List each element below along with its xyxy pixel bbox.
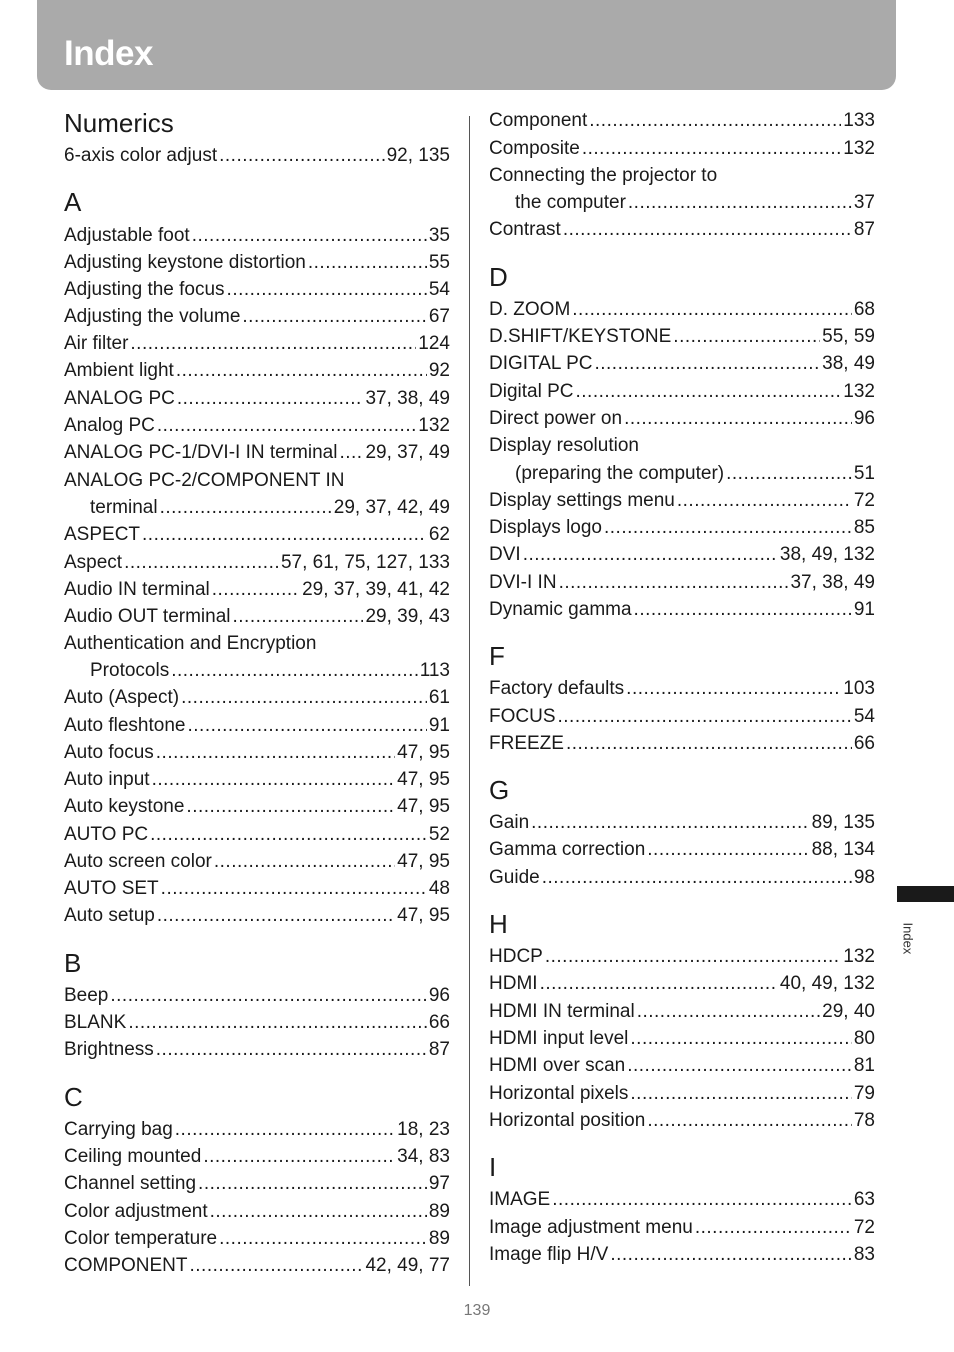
side-tab-marker xyxy=(897,886,954,902)
index-term: BLANK xyxy=(64,1012,127,1033)
index-entry xyxy=(489,135,875,162)
index-term: HDCP xyxy=(489,946,543,967)
dot-leader xyxy=(630,1025,851,1052)
index-entry xyxy=(489,569,875,596)
dot-leader xyxy=(558,703,852,730)
dot-leader xyxy=(634,596,852,623)
index-term: DVI xyxy=(489,544,521,565)
page-refs: 85 xyxy=(853,517,875,538)
index-entry xyxy=(64,1143,450,1170)
page-refs: 29, 37, 49 xyxy=(365,442,450,463)
page-refs: 48 xyxy=(428,878,450,899)
index-term: Color adjustment xyxy=(64,1201,208,1222)
index-entry xyxy=(489,107,875,134)
dot-leader xyxy=(677,487,852,514)
index-term: ANALOG PC xyxy=(64,388,175,409)
dot-leader xyxy=(339,439,363,466)
index-term: Dynamic gamma xyxy=(489,599,632,620)
index-term: D. ZOOM xyxy=(489,299,571,320)
index-term: HDMI xyxy=(489,973,538,994)
index-entry xyxy=(64,657,450,684)
page-refs: 47, 95 xyxy=(397,905,450,926)
index-term: Digital PC xyxy=(489,381,574,402)
index-entry xyxy=(64,303,450,330)
section-heading: I xyxy=(489,1152,497,1182)
page-refs: 132 xyxy=(843,138,875,159)
dot-leader xyxy=(545,943,841,970)
index-term: D.SHIFT/KEYSTONE xyxy=(489,326,672,347)
column-divider xyxy=(469,116,470,1286)
dot-leader xyxy=(186,793,395,820)
page-refs: 47, 95 xyxy=(397,769,450,790)
index-entry xyxy=(489,809,875,836)
index-term: Auto screen color xyxy=(64,851,212,872)
page-refs: 87 xyxy=(428,1039,450,1060)
index-term: Composite xyxy=(489,138,580,159)
index-term: Gain xyxy=(489,812,530,833)
index-entry xyxy=(64,875,450,902)
index-entry xyxy=(489,378,875,405)
index-term: Audio IN terminal xyxy=(64,579,210,600)
section-heading: D xyxy=(489,262,508,292)
index-term: terminal xyxy=(90,497,158,518)
index-entry xyxy=(64,630,450,657)
page-refs: 97 xyxy=(428,1173,450,1194)
page-refs: 37, 38, 49 xyxy=(365,388,450,409)
page-refs: 92 xyxy=(428,360,450,381)
page-refs: 91 xyxy=(853,599,875,620)
page-refs: 51 xyxy=(853,463,875,484)
page-refs: 54 xyxy=(853,706,875,727)
page-refs: 81 xyxy=(853,1055,875,1076)
dot-leader xyxy=(308,249,427,276)
dot-leader xyxy=(540,970,778,997)
page-refs: 72 xyxy=(853,490,875,511)
index-term: Horizontal pixels xyxy=(489,1083,629,1104)
dot-leader xyxy=(110,982,426,1009)
dot-leader xyxy=(161,875,427,902)
index-term: Adjustable foot xyxy=(64,225,190,246)
page-refs: 132 xyxy=(843,946,875,967)
dot-leader xyxy=(594,350,820,377)
dot-leader xyxy=(175,1116,395,1143)
section-heading: C xyxy=(64,1082,83,1112)
index-term: Component xyxy=(489,110,588,131)
index-entry xyxy=(489,1214,875,1241)
page-refs: 37 xyxy=(853,192,875,213)
index-term: Factory defaults xyxy=(489,678,625,699)
dot-leader xyxy=(157,902,395,929)
dot-leader xyxy=(673,323,820,350)
dot-leader xyxy=(190,1252,364,1279)
index-entry xyxy=(64,793,450,820)
index-entry xyxy=(489,216,875,243)
dot-leader xyxy=(177,385,364,412)
dot-leader xyxy=(610,1241,852,1268)
index-entry xyxy=(489,970,875,997)
page-refs: 34, 83 xyxy=(397,1146,450,1167)
index-term: Image adjustment menu xyxy=(489,1217,693,1238)
dot-leader xyxy=(156,1036,427,1063)
index-term: Display settings menu xyxy=(489,490,675,511)
page-refs: 40, 49, 132 xyxy=(779,973,875,994)
page-refs: 88, 134 xyxy=(811,839,875,860)
index-term: Ceiling mounted xyxy=(64,1146,202,1167)
page-refs: 89, 135 xyxy=(811,812,875,833)
index-entry xyxy=(64,467,450,494)
dot-leader xyxy=(227,276,427,303)
index-entry xyxy=(489,1107,875,1134)
index-term: Auto (Aspect) xyxy=(64,687,180,708)
page-refs: 57, 61, 75, 127, 133 xyxy=(280,552,450,573)
dot-leader xyxy=(542,864,852,891)
index-term: Guide xyxy=(489,867,540,888)
index-term: Air filter xyxy=(64,333,129,354)
page-refs: 67 xyxy=(428,306,450,327)
section-heading: H xyxy=(489,909,508,939)
index-entry xyxy=(489,514,875,541)
side-tab-label: Index xyxy=(900,922,916,955)
page-refs: 62 xyxy=(428,524,450,545)
index-term: Authentication and Encryption xyxy=(64,633,317,654)
page-refs: 89 xyxy=(428,1228,450,1249)
index-entry xyxy=(489,460,875,487)
index-term: Adjusting the focus xyxy=(64,279,225,300)
index-term: Brightness xyxy=(64,1039,154,1060)
page-refs: 18, 23 xyxy=(397,1119,450,1140)
index-entry xyxy=(489,487,875,514)
index-term: DIGITAL PC xyxy=(489,353,593,374)
dot-leader xyxy=(627,1052,852,1079)
index-entry xyxy=(64,1009,450,1036)
page-refs: 29, 40 xyxy=(822,1001,875,1022)
page-refs: 80 xyxy=(853,1028,875,1049)
index-entry xyxy=(489,189,875,216)
page-refs: 89 xyxy=(428,1201,450,1222)
page-refs: 68 xyxy=(853,299,875,320)
index-term: AUTO PC xyxy=(64,824,149,845)
dot-leader xyxy=(233,603,364,630)
page-refs: 103 xyxy=(843,678,875,699)
dot-leader xyxy=(572,296,852,323)
index-entry xyxy=(489,943,875,970)
index-term: Direct power on xyxy=(489,408,623,429)
page-refs: 87 xyxy=(853,219,875,240)
index-term: Connecting the projector to xyxy=(489,165,718,186)
index-term: DVI-I IN xyxy=(489,572,557,593)
index-term: ASPECT xyxy=(64,524,141,545)
dot-leader xyxy=(695,1214,852,1241)
index-term: HDMI over scan xyxy=(489,1055,626,1076)
dot-leader xyxy=(160,494,332,521)
index-entry xyxy=(64,576,450,603)
dot-leader xyxy=(559,569,789,596)
dot-leader xyxy=(563,216,852,243)
index-term: FREEZE xyxy=(489,733,564,754)
page-refs: 124 xyxy=(418,333,450,354)
index-header-bar xyxy=(37,0,896,90)
page-refs: 83 xyxy=(853,1244,875,1265)
page-title: Index xyxy=(64,34,153,73)
dot-leader xyxy=(171,657,418,684)
dot-leader xyxy=(210,1198,427,1225)
index-term: Image flip H/V xyxy=(489,1244,609,1265)
index-term: Auto fleshtone xyxy=(64,715,186,736)
dot-leader xyxy=(566,730,852,757)
page-refs: 38, 49, 132 xyxy=(779,544,875,565)
index-entry xyxy=(489,836,875,863)
dot-leader xyxy=(181,684,427,711)
index-term: HDMI input level xyxy=(489,1028,629,1049)
index-entry xyxy=(64,1170,450,1197)
index-entry xyxy=(64,1036,450,1063)
index-entry xyxy=(64,1252,450,1279)
index-term: Beep xyxy=(64,985,109,1006)
section-heading: G xyxy=(489,775,510,805)
dot-leader xyxy=(630,1080,851,1107)
page-number: 139 xyxy=(463,1302,491,1319)
dot-leader xyxy=(219,142,384,169)
index-term: COMPONENT xyxy=(64,1255,188,1276)
index-term: Auto setup xyxy=(64,905,155,926)
index-entry xyxy=(64,439,450,466)
index-entry xyxy=(489,596,875,623)
index-entry xyxy=(64,549,450,576)
dot-leader xyxy=(242,303,426,330)
index-entry xyxy=(64,1225,450,1252)
dot-leader xyxy=(624,405,852,432)
index-entry xyxy=(489,1052,875,1079)
dot-leader xyxy=(203,1143,395,1170)
index-term: Contrast xyxy=(489,219,561,240)
index-entry xyxy=(64,821,450,848)
dot-leader xyxy=(575,378,841,405)
dot-leader xyxy=(124,549,279,576)
dot-leader xyxy=(219,1225,427,1252)
page-refs: 61 xyxy=(428,687,450,708)
index-entry xyxy=(489,350,875,377)
page-refs: 54 xyxy=(428,279,450,300)
dot-leader xyxy=(156,739,395,766)
index-term: 6-axis color adjust xyxy=(64,145,218,166)
index-entry xyxy=(489,432,875,459)
dot-leader xyxy=(176,357,427,384)
index-entry xyxy=(64,684,450,711)
page-refs: 113 xyxy=(419,660,450,681)
index-entry xyxy=(64,494,450,521)
index-entry xyxy=(489,730,875,757)
dot-leader xyxy=(628,189,852,216)
dot-leader xyxy=(637,998,820,1025)
page-refs: 37, 38, 49 xyxy=(790,572,875,593)
index-entry xyxy=(489,703,875,730)
index-term: Adjusting keystone distortion xyxy=(64,252,306,273)
index-entry xyxy=(64,330,450,357)
index-entry xyxy=(489,323,875,350)
index-entry xyxy=(489,541,875,568)
index-term: Channel setting xyxy=(64,1173,197,1194)
page-refs: 132 xyxy=(418,415,450,436)
index-entry xyxy=(64,521,450,548)
index-entry xyxy=(489,1241,875,1268)
index-entry xyxy=(489,998,875,1025)
index-entry xyxy=(64,249,450,276)
index-term: Displays logo xyxy=(489,517,602,538)
dot-leader xyxy=(647,836,809,863)
page-refs: 63 xyxy=(853,1189,875,1210)
index-entry xyxy=(64,848,450,875)
index-entry xyxy=(64,276,450,303)
index-entry xyxy=(64,142,450,169)
index-term: Adjusting the volume xyxy=(64,306,241,327)
index-term: Analog PC xyxy=(64,415,155,436)
index-entry xyxy=(489,162,875,189)
page-refs: 79 xyxy=(853,1083,875,1104)
page-refs: 96 xyxy=(853,408,875,429)
index-term: IMAGE xyxy=(489,1189,551,1210)
index-term: Display resolution xyxy=(489,435,639,456)
dot-leader xyxy=(589,107,841,134)
index-entry xyxy=(64,385,450,412)
index-term: Auto focus xyxy=(64,742,154,763)
index-term: Carrying bag xyxy=(64,1119,173,1140)
dot-leader xyxy=(604,514,852,541)
dot-leader xyxy=(626,675,841,702)
dot-leader xyxy=(157,412,416,439)
page-refs: 35 xyxy=(428,225,450,246)
dot-leader xyxy=(128,1009,427,1036)
page-refs: 29, 39, 43 xyxy=(365,606,450,627)
section-heading: A xyxy=(64,187,82,217)
index-entry xyxy=(64,902,450,929)
page-refs: 47, 95 xyxy=(397,851,450,872)
index-entry xyxy=(489,1025,875,1052)
index-term: FOCUS xyxy=(489,706,556,727)
index-term: ANALOG PC-1/DVI-I IN terminal xyxy=(64,442,338,463)
index-term: AUTO SET xyxy=(64,878,159,899)
index-term: Auto keystone xyxy=(64,796,185,817)
index-term: Protocols xyxy=(90,660,170,681)
dot-leader xyxy=(647,1107,852,1134)
index-entry xyxy=(64,982,450,1009)
dot-leader xyxy=(130,330,416,357)
page-refs: 38, 49 xyxy=(822,353,875,374)
index-entry xyxy=(64,222,450,249)
dot-leader xyxy=(214,848,395,875)
page-refs: 55, 59 xyxy=(822,326,875,347)
dot-leader xyxy=(726,460,852,487)
index-entry xyxy=(489,864,875,891)
index-entry xyxy=(64,412,450,439)
dot-leader xyxy=(150,821,427,848)
dot-leader xyxy=(187,712,426,739)
index-entry xyxy=(64,739,450,766)
index-entry xyxy=(64,357,450,384)
dot-leader xyxy=(523,541,778,568)
index-entry xyxy=(489,405,875,432)
index-term: ANALOG PC-2/COMPONENT IN xyxy=(64,470,345,491)
index-entry xyxy=(64,712,450,739)
dot-leader xyxy=(192,222,427,249)
index-entry xyxy=(64,1198,450,1225)
index-term: the computer xyxy=(515,192,626,213)
page-refs: 29, 37, 39, 41, 42 xyxy=(302,579,450,600)
index-term: Aspect xyxy=(64,552,123,573)
page-refs: 91 xyxy=(428,715,450,736)
index-entry xyxy=(489,296,875,323)
section-heading: Numerics xyxy=(64,108,174,138)
index-term: HDMI IN terminal xyxy=(489,1001,635,1022)
index-entry xyxy=(489,675,875,702)
index-entry xyxy=(489,1080,875,1107)
page-refs: 29, 37, 42, 49 xyxy=(333,497,450,518)
page-refs: 78 xyxy=(853,1110,875,1131)
page-refs: 66 xyxy=(853,733,875,754)
page-refs: 55 xyxy=(428,252,450,273)
page-refs: 98 xyxy=(853,867,875,888)
dot-leader xyxy=(531,809,809,836)
index-term: Gamma correction xyxy=(489,839,646,860)
dot-leader xyxy=(198,1170,427,1197)
dot-leader xyxy=(582,135,841,162)
dot-leader xyxy=(552,1186,852,1213)
index-term: Horizontal position xyxy=(489,1110,646,1131)
index-term: Color temperature xyxy=(64,1228,218,1249)
page-refs: 96 xyxy=(428,985,450,1006)
index-term: (preparing the computer) xyxy=(515,463,725,484)
dot-leader xyxy=(152,766,396,793)
page-refs: 72 xyxy=(853,1217,875,1238)
index-term: Ambient light xyxy=(64,360,174,381)
page-refs: 42, 49, 77 xyxy=(365,1255,450,1276)
page-refs: 132 xyxy=(843,381,875,402)
page-refs: 92, 135 xyxy=(386,145,450,166)
page-refs: 47, 95 xyxy=(397,796,450,817)
dot-leader xyxy=(142,521,427,548)
page-refs: 52 xyxy=(428,824,450,845)
page-refs: 66 xyxy=(428,1012,450,1033)
index-entry xyxy=(64,1116,450,1143)
page-refs: 47, 95 xyxy=(397,742,450,763)
index-term: Auto input xyxy=(64,769,150,790)
index-term: Audio OUT terminal xyxy=(64,606,231,627)
section-heading: F xyxy=(489,641,505,671)
index-entry xyxy=(64,603,450,630)
dot-leader xyxy=(212,576,300,603)
page-refs: 133 xyxy=(843,110,875,131)
index-entry xyxy=(489,1186,875,1213)
section-heading: B xyxy=(64,948,82,978)
index-entry xyxy=(64,766,450,793)
